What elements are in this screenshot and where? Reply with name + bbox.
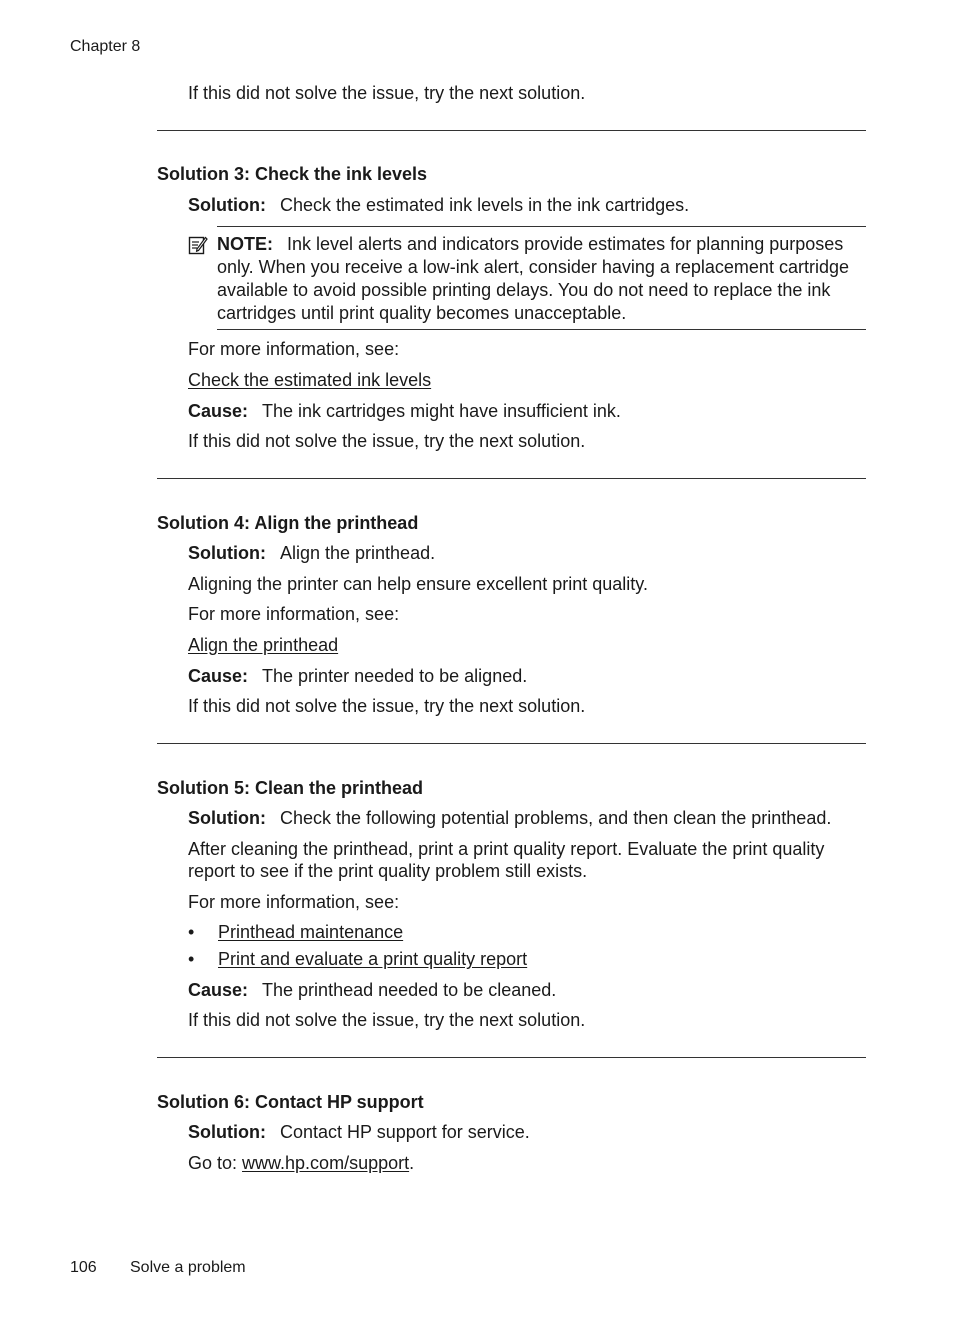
link-printhead-maintenance[interactable]: Printhead maintenance: [218, 922, 404, 942]
solution4-title: Solution 4: Align the printhead: [157, 513, 419, 533]
solution5-next: If this did not solve the issue, try the next solution.: [188, 1010, 586, 1030]
solution-text: Check the following potential problems, and then clean the printhead.: [279, 808, 832, 828]
note-bottom-rule: [217, 329, 866, 330]
chapter-label: Chapter 8: [70, 38, 141, 55]
solution4-more-info: For more information, see:: [188, 604, 400, 624]
footer-section: Solve a problem: [130, 1259, 246, 1276]
solution4-extra: Aligning the printer can help ensure excellent print quality.: [188, 574, 648, 594]
solution3-more-info: For more information, see:: [188, 339, 400, 359]
solution4-next: If this did not solve the issue, try the next solution.: [188, 696, 586, 716]
solution5-solution-line: [188, 807, 831, 829]
cause-label: Cause:: [188, 666, 249, 686]
page-number: 106: [70, 1259, 97, 1276]
solution3-cause-line: [188, 400, 621, 422]
solution-label: Solution:: [188, 543, 266, 563]
solution5-extra-line2: report to see if the print quality problem still exists.: [188, 861, 588, 881]
solution6-goto-line: [188, 1152, 414, 1174]
solution4-solution-line: [188, 542, 435, 564]
solution-label: Solution:: [188, 808, 266, 828]
cause-label: Cause:: [188, 401, 249, 421]
bullet-marker: •: [188, 922, 195, 942]
cause-label: Cause:: [188, 980, 249, 1000]
note-text: Ink level alerts and indicators provide estimates for planning purposes only. When you receive a low-ink alert, consider having a replacement cartridge available to avoid possible printing delays. You do not need to replace the ink cartridges until print quality becomes unacceptable.: [217, 234, 849, 323]
solution-label: Solution:: [188, 1122, 266, 1142]
solution5-title: Solution 5: Clean the printhead: [157, 778, 424, 798]
solution5-extra-line1: After cleaning the printhead, print a print quality report. Evaluate the print quality: [188, 839, 825, 859]
bullet-marker: •: [188, 949, 195, 969]
note-label: NOTE:: [217, 234, 273, 254]
link-print-quality-report[interactable]: Print and evaluate a print quality report: [218, 949, 528, 969]
link-hp-support[interactable]: www.hp.com/support: [242, 1153, 410, 1173]
solution5-cause-line: [188, 979, 556, 1001]
solution3-title: Solution 3: Check the ink levels: [157, 164, 428, 184]
solution6-title: Solution 6: Contact HP support: [157, 1092, 424, 1112]
solution6-solution-line: [188, 1121, 530, 1143]
section-divider: [157, 478, 866, 479]
solution4-cause-line: [188, 665, 527, 687]
goto-period: .: [409, 1153, 415, 1173]
cause-text: The printer needed to be aligned.: [262, 666, 528, 686]
cause-text: The printhead needed to be cleaned.: [262, 980, 557, 1000]
link-check-ink-levels[interactable]: Check the estimated ink levels: [188, 370, 432, 390]
note-body: [217, 233, 865, 325]
cause-text: The ink cartridges might have insufficient ink.: [262, 401, 621, 421]
note-top-rule: [217, 226, 866, 227]
intro-text: If this did not solve the issue, try the next solution.: [188, 83, 586, 103]
section-divider: [157, 1057, 866, 1058]
solution-text: Align the printhead.: [279, 543, 436, 563]
note-icon: [188, 234, 208, 256]
goto-label: Go to:: [188, 1153, 243, 1173]
section-divider: [157, 743, 866, 744]
solution5-more-info: For more information, see:: [188, 892, 400, 912]
link-align-printhead[interactable]: Align the printhead: [188, 635, 339, 655]
solution3-next: If this did not solve the issue, try the next solution.: [188, 431, 586, 451]
solution-label: Solution:: [188, 195, 266, 215]
solution3-solution-line: [188, 194, 689, 216]
solution-text: Contact HP support for service.: [279, 1122, 530, 1142]
section-divider: [157, 130, 866, 131]
solution-text: Check the estimated ink levels in the ink cartridges.: [279, 195, 690, 215]
